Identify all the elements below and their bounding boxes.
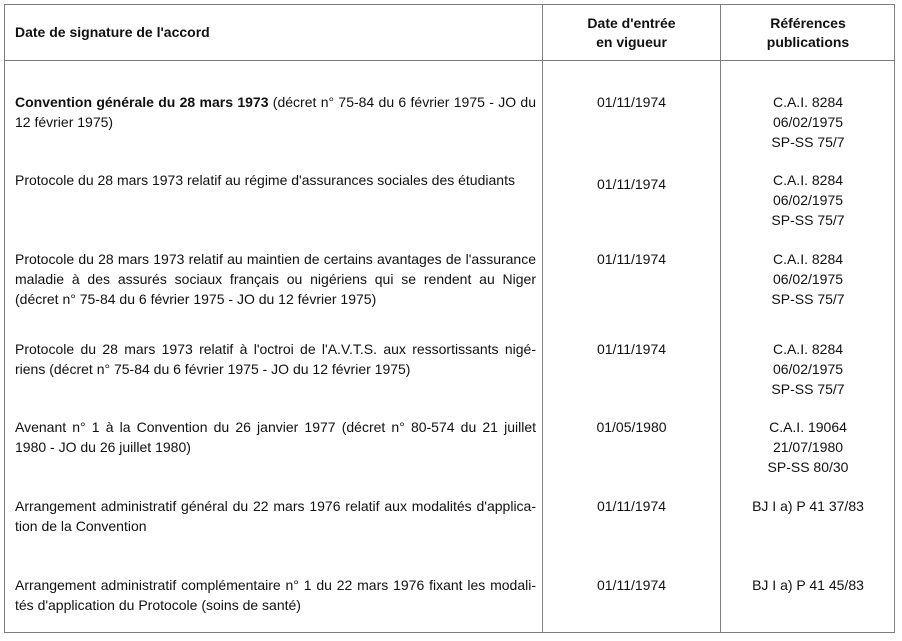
reference-line: 06/02/1975 [772, 114, 844, 130]
reference-line: 21/07/1980 [772, 439, 844, 455]
references [721, 92, 895, 152]
entry-date: 01/11/1974 [596, 577, 667, 593]
agreement-title-text: Protocole du 28 mars 1973 relatif au maintien de certains avantages de l'assurance maladie à des assurés sociaux français ou nigériens qui se rendent au Niger (décret n° 75-84 du 6 février 1975 - JO du 12 février 1975) [15, 251, 536, 307]
agreement-title [15, 575, 536, 615]
reference-line: C.A.I. 8284 [772, 94, 844, 110]
header-references [721, 5, 895, 60]
reference-line: C.A.I. 8284 [772, 251, 844, 267]
agreement-title [15, 249, 536, 309]
agreement-title-text: (décret n° 75-84 du 6 février 1975 - JO du 12 février 1975) [15, 94, 536, 130]
agreement-title [15, 417, 536, 457]
agreement-title-bold: Convention générale du 28 mars 1973 [15, 94, 269, 110]
references [721, 339, 895, 399]
entry-date: 01/11/1974 [596, 251, 667, 267]
reference-line: C.A.I. 8284 [772, 172, 844, 188]
reference-line: 06/02/1975 [772, 361, 844, 377]
agreement-title [15, 496, 536, 536]
agreement-title-text: Arrangement administratif complémentaire n° 1 du 22 mars 1976 fixant les modali-tés d'application du Protocole (soins de santé) [15, 577, 536, 613]
references [721, 417, 895, 477]
header-entry-line1: Date d'entrée [587, 14, 676, 31]
entry-date: 01/11/1974 [596, 94, 667, 110]
header-references-line1: Références [770, 14, 846, 31]
reference-line: SP-SS 75/7 [771, 291, 845, 307]
agreement-title-text: Avenant n° 1 à la Convention du 26 janvier 1977 (décret n° 80-574 du 21 juillet 1980 - JO du 26 juillet 1980) [15, 419, 536, 455]
agreements-table [4, 4, 895, 633]
reference-line: C.A.I. 8284 [772, 341, 844, 357]
entry-date: 01/11/1974 [596, 498, 667, 514]
agreement-title [15, 339, 536, 379]
references [721, 575, 895, 595]
reference-line: SP-SS 75/7 [771, 212, 845, 228]
references [721, 496, 895, 516]
reference-line: 06/02/1975 [772, 192, 844, 208]
agreement-title-text: Arrangement administratif général du 22 mars 1976 relatif aux modalités d'applica-tion de la Convention [15, 498, 536, 534]
entry-date: 01/11/1974 [596, 176, 667, 192]
entry-date: 01/05/1980 [596, 419, 667, 435]
agreement-title [15, 92, 536, 132]
reference-line: C.A.I. 19064 [769, 419, 847, 435]
references [721, 170, 895, 230]
reference-line: BJ I a) P 41 45/83 [752, 577, 864, 593]
references [721, 249, 895, 309]
header-references-line2: publications [766, 33, 850, 50]
reference-line: BJ I a) P 41 37/83 [752, 498, 864, 514]
entry-date: 01/11/1974 [596, 341, 667, 357]
reference-line: SP-SS 75/7 [771, 381, 845, 397]
header-signature-date-label: Date de signature de l'accord [15, 24, 210, 40]
header-entry-into-force [543, 5, 720, 60]
header-signature-date [15, 5, 535, 60]
header-entry-line2: en vigueur [596, 33, 667, 50]
reference-line: SP-SS 80/30 [767, 459, 849, 475]
reference-line: SP-SS 75/7 [771, 134, 845, 150]
agreement-title-text: Protocole du 28 mars 1973 relatif à l'octroi de l'A.V.T.S. aux ressortissants nigé-riens (décret n° 75-84 du 6 février 1975 - JO du 12 février 1975) [15, 341, 536, 377]
agreement-title [15, 170, 536, 190]
table-header [5, 5, 894, 61]
reference-line: 06/02/1975 [772, 271, 844, 287]
agreement-title-text: Protocole du 28 mars 1973 relatif au régime d'assurances sociales des étudiants [15, 172, 515, 188]
